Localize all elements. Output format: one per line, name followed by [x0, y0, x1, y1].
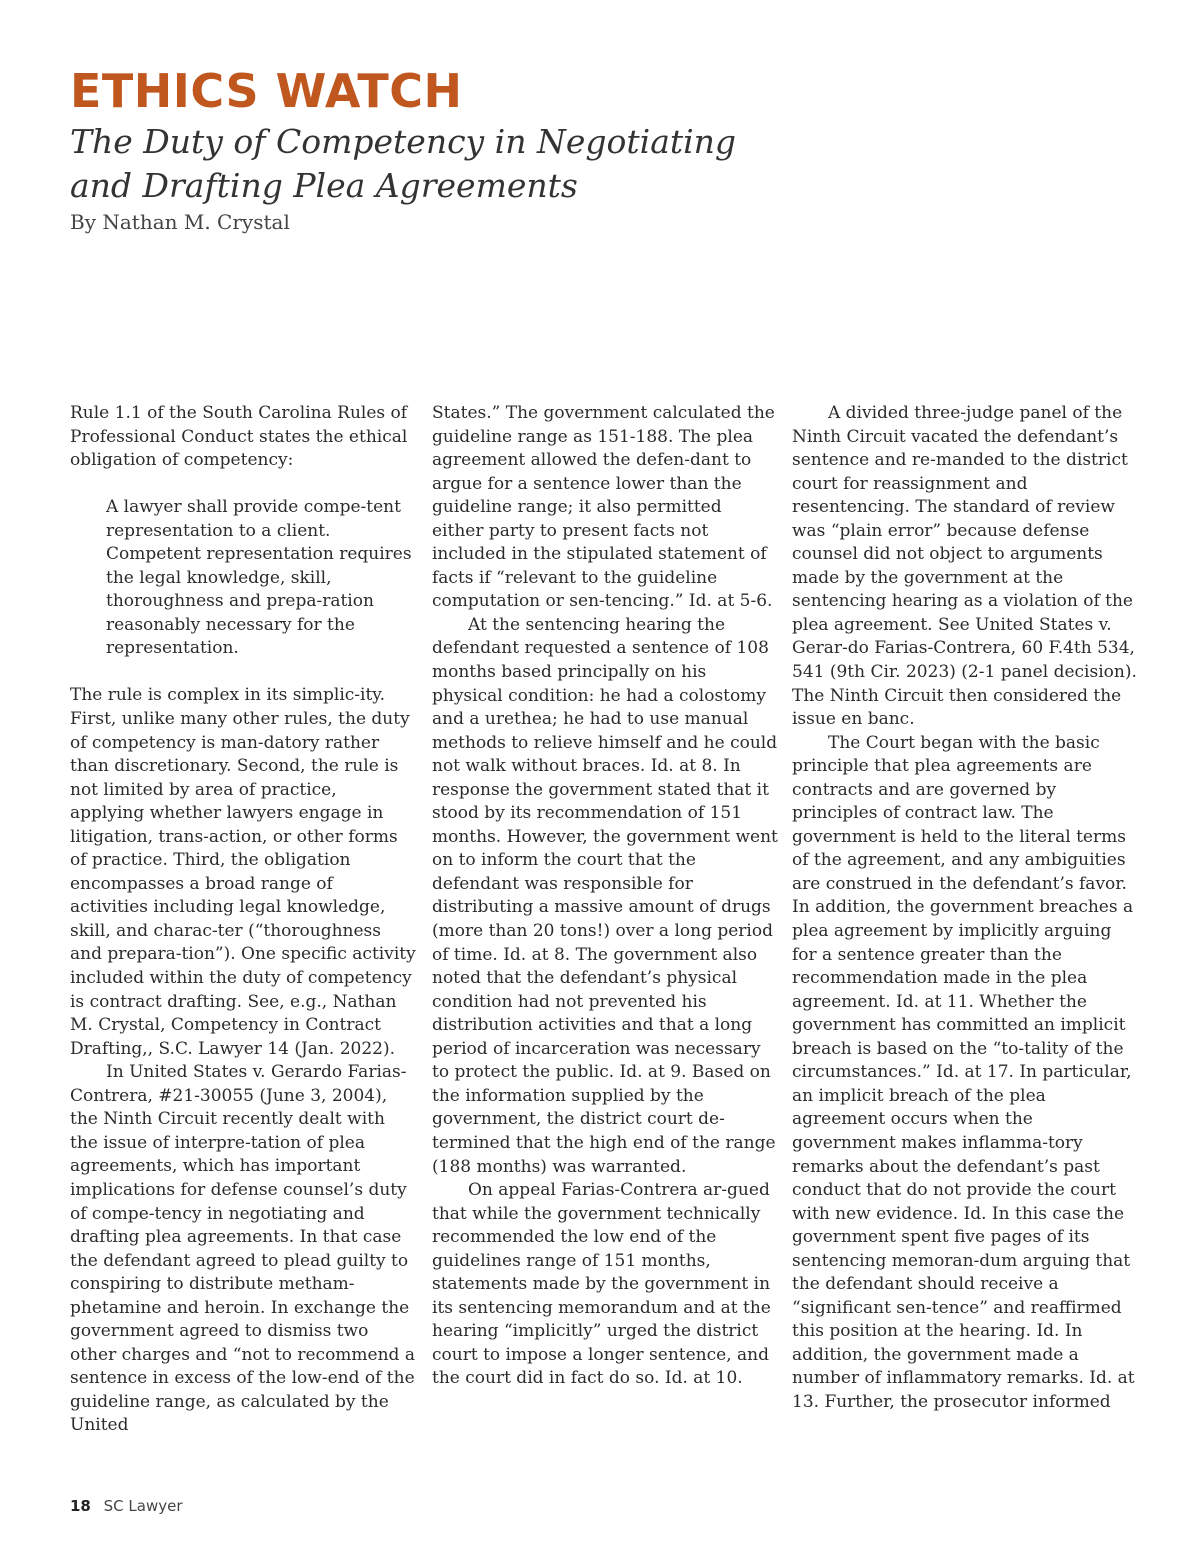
byline: By Nathan M. Crystal [70, 210, 290, 234]
paragraph: In United States v. Gerardo Farias-Contrera, #21-30055 (June 3, 2004), the Ninth Circuit recently dealt with the issue of interpre-tation of plea agreements, which has important implications for defense counsel’s duty of compe-tency in negotiating and drafting plea agreements. In that case the defendant agreed to plead guilty to conspiring to distribute metham-phetamine and heroin. In exchange the government agreed to dismiss two other charges and “not to recommend a sentence in excess of the low-end of the guideline range, as calculated by the United [70, 1062, 415, 1436]
paragraph: A divided three-judge panel of the Ninth Circuit vacated the defendant’s sentence and re-manded to the district court for reassignment and resentencing. The standard of review was “plain error” because defense counsel did not object to arguments made by the government at the sentencing hearing as a violation of the plea agreement. See United States v. Gerar-do Farias-Contrera, 60 F.4th 534, 541 (9th Cir. 2023) (2-1 panel decision). The Ninth Circuit then considered the issue en banc. [792, 403, 1137, 730]
paragraph: States.” The government calculated the guideline range as 151-188. The plea agreement allowed the defen-dant to argue for a sentence lower than the guideline range; it also permitted either party to present facts not included in the stipulated statement of facts if “relevant to the guideline computation or sen-tencing.” Id. at 5-6. [432, 403, 775, 612]
title-line-2: and Drafting Plea Agreements [70, 166, 578, 205]
publication-name: SC Lawyer [103, 1497, 183, 1515]
paragraph: The Court began with the basic principle that plea agreements are contracts and are governed by principles of contract law. The government is held to the literal terms of the agreement, and any ambiguities are construed in the defendant’s favor. In addition, the government breaches a plea agreement by implicitly arguing for a sentence greater than the recommendation made in the plea agreement. Id. at 11. Whether the government has committed an implicit breach is based on the “to-tality of the circumstances.” Id. at 17. In particular, an implicit breach of the plea agreement occurs when the government makes inflamma-tory remarks about the defendant’s past conduct that do not provide the court with new evidence. Id. In this case the government spent five pages of its sentencing memoran-dum arguing that the defendant should receive a “significant sen-tence” and reaffirmed this position at the hearing. Id. In addition, the government made a number of inflammatory remarks. Id. at 13. Further, the prosecutor informed [792, 732, 1135, 1412]
paragraph: On appeal Farias-Contrera ar-gued that while the government technically recommended the low end of the guidelines range of 151 months, statements made by the government in its sentencing memorandum and at the hearing “implicitly” urged the district court to impose a longer sentence, and the court did in fact do so. Id. at 10. [432, 1180, 771, 1389]
paragraph: Rule 1.1 of the South Carolina Rules of Professional Conduct states the ethical obligation of competency: [70, 403, 408, 471]
page-number: 18 [70, 1497, 91, 1515]
column-2 [432, 402, 778, 1492]
title-line-1: The Duty of Competency in Negotiating [70, 122, 737, 161]
article-title [70, 120, 770, 208]
section-kicker: ETHICS WATCH [70, 64, 463, 118]
paragraph: At the sentencing hearing the defendant requested a sentence of 108 months based principally on his physical condition: he had a colostomy and a urethea; he had to use manual methods to relieve himself and he could not walk without braces. Id. at 8. In response the government stated that it stood by its recommendation of 151 months. However, the government went on to inform the court that the defendant was responsible for distributing a massive amount of drugs (more than 20 tons!) over a long period of time. Id. at 8. The government also noted that the defendant’s physical condition had not prevented his distribution activities and that a long period of incarceration was necessary to protect the public. Id. at 9. Based on the information supplied by the government, the district court de-termined that the high end of the range (188 months) was warranted. [432, 614, 778, 1177]
paragraph: The rule is complex in its simplic-ity. First, unlike many other rules, the duty of competency is man-datory rather than discretionary. Second, the rule is not limited by area of practice, applying whether lawyers engage in litigation, trans-action, or other forms of practice. Third, the obligation encompasses a broad range of activities including legal knowledge, skill, and charac-ter (“thoroughness and prepara-tion”). One specific activity included within the duty of competency is contract drafting. See, e.g., Nathan M. Crystal, Competency in Contract Drafting,, S.C. Lawyer 14 (Jan. 2022). [70, 685, 416, 1059]
page-footer [70, 1497, 183, 1515]
block-quote: A lawyer shall provide compe-tent representation to a client. Competent representation requires the legal knowledge, skill, thoroughness and prepa-ration reasonably necessary for the representation. [106, 497, 412, 659]
column-3 [792, 402, 1138, 1492]
column-1 [70, 402, 416, 1492]
